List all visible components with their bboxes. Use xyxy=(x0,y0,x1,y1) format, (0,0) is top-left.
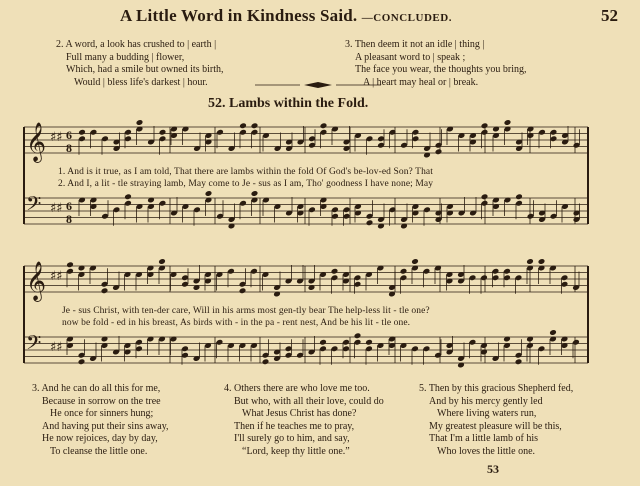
ornament-divider xyxy=(255,82,381,88)
verse-line: 2. A word, a look has crushed to | earth | xyxy=(56,39,217,50)
notehead xyxy=(538,258,546,265)
verse-line: I'll surely go to him, and say, xyxy=(234,433,350,444)
time-signature-icon: 6 xyxy=(66,199,72,213)
notehead xyxy=(411,258,419,265)
verse-line: Full many a budding | flower, xyxy=(66,51,185,63)
notehead xyxy=(78,129,86,136)
bass-clef-icon: 𝄢 xyxy=(26,192,42,220)
notehead xyxy=(354,332,362,339)
bottom-verse-3 xyxy=(32,383,169,458)
bass-clef-icon: 𝄢 xyxy=(26,331,42,359)
notehead xyxy=(331,268,339,275)
notehead xyxy=(319,339,327,346)
key-signature-icon: ♯♯ xyxy=(50,269,63,284)
notehead xyxy=(549,329,557,336)
verse-line: But who, with all their love, could do xyxy=(234,395,384,407)
notehead xyxy=(262,358,270,365)
lyric-line-s2-v1: Je - sus Christ, with ten-der care, Will in his arms most gen-tly bear The help-less lit - tle one? xyxy=(62,306,430,316)
verse-line: And by his mercy gently led xyxy=(429,395,543,407)
notehead xyxy=(481,122,489,129)
notehead xyxy=(159,129,167,136)
staff xyxy=(24,331,588,363)
notehead xyxy=(136,119,144,126)
page-number-top: 52 xyxy=(601,6,618,25)
verse-line: A pleasant word to | speak ; xyxy=(355,51,466,63)
verse-line: My greatest pleasure will be this, xyxy=(429,420,562,432)
notehead xyxy=(239,122,247,129)
key-signature-icon: ♯♯ xyxy=(50,340,63,355)
notehead xyxy=(124,193,132,200)
staff xyxy=(24,122,588,163)
verse-line: “Lord, keep thy little one.” xyxy=(242,445,350,457)
verse-line: A | heart may heal or | break. xyxy=(363,76,479,88)
notehead xyxy=(320,122,328,129)
key-signature-icon: ♯♯ xyxy=(50,201,63,216)
verse-line: Who loves the little one. xyxy=(437,445,536,457)
verse-line: 4. Others there are who love me too. xyxy=(224,383,370,394)
section-title-text: A Little Word in Kindness Said. xyxy=(120,6,358,25)
staff xyxy=(24,192,588,224)
verse-line: Then if he teaches me to pray, xyxy=(234,420,355,432)
verse-line: To cleanse the little one. xyxy=(50,445,148,457)
staff xyxy=(24,261,588,302)
verse-line: Where living waters run, xyxy=(437,408,537,419)
verse-line: 5. Then by this gracious Shepherd fed, xyxy=(419,383,574,394)
notehead xyxy=(504,119,512,126)
bottom-verse-4 xyxy=(224,383,384,458)
verse-line: That I'm a little lamb of his xyxy=(429,433,538,444)
verse-line: He once for sinners hung; xyxy=(50,408,154,419)
verse-line: 3. Then deem it not an idle | thing | xyxy=(345,39,485,50)
lyric-line-s2-v2: now be fold - ed in his breast, As birds with - in the pa - rent nest, And be his lit - tle one. xyxy=(62,318,411,328)
notehead xyxy=(66,261,74,268)
page-number-bottom: 53 xyxy=(487,462,499,476)
notehead xyxy=(78,358,86,365)
time-signature-icon: 6 xyxy=(66,128,72,142)
notehead xyxy=(239,287,247,294)
notehead xyxy=(365,339,373,346)
verse-line: 3. And he can do all this for me, xyxy=(32,383,161,394)
section-title-concluded: —CONCLUDED. xyxy=(361,12,452,24)
notehead xyxy=(251,122,259,129)
notehead xyxy=(400,268,408,275)
verse-line: Would | bless life's darkest | hour. xyxy=(74,76,208,88)
verse-line: And having put their sins away, xyxy=(42,420,169,432)
treble-clef-icon: 𝄞 xyxy=(26,261,47,301)
time-signature-icon: 8 xyxy=(66,141,72,155)
verse-line: Because in sorrow on the tree xyxy=(42,395,161,407)
verse-line: Which, had a smile but owned its birth, xyxy=(66,64,224,75)
notehead xyxy=(515,358,523,365)
notehead xyxy=(481,193,489,200)
notehead xyxy=(251,190,259,197)
notehead xyxy=(158,258,166,265)
bottom-verse-5 xyxy=(419,383,573,458)
notehead xyxy=(526,258,534,265)
hymn-title: 52. Lambs within the Fold. xyxy=(208,96,369,111)
verse-line: What Jesus Christ has done? xyxy=(242,408,357,419)
key-signature-icon: ♯♯ xyxy=(50,130,63,145)
notehead xyxy=(515,193,523,200)
verse-line: He now rejoices, day by day, xyxy=(42,433,158,444)
notehead xyxy=(435,148,443,155)
lyric-line-s1-v2: 2. And I, a lit - tle straying lamb, May come to Je - sus as I am, Tho' goodness I have none; May xyxy=(58,179,434,189)
notehead xyxy=(205,190,213,197)
notehead xyxy=(366,219,374,226)
lyric-line-s1-v1: 1. And is it true, as I am told, That there are lambs within the fold Of God's be-lov-ed Son? That xyxy=(58,167,433,177)
treble-clef-icon: 𝄞 xyxy=(26,122,47,162)
notehead xyxy=(101,287,109,294)
verse-line: The face you wear, the thoughts you bring, xyxy=(355,64,527,75)
time-signature-icon: 8 xyxy=(66,212,72,226)
